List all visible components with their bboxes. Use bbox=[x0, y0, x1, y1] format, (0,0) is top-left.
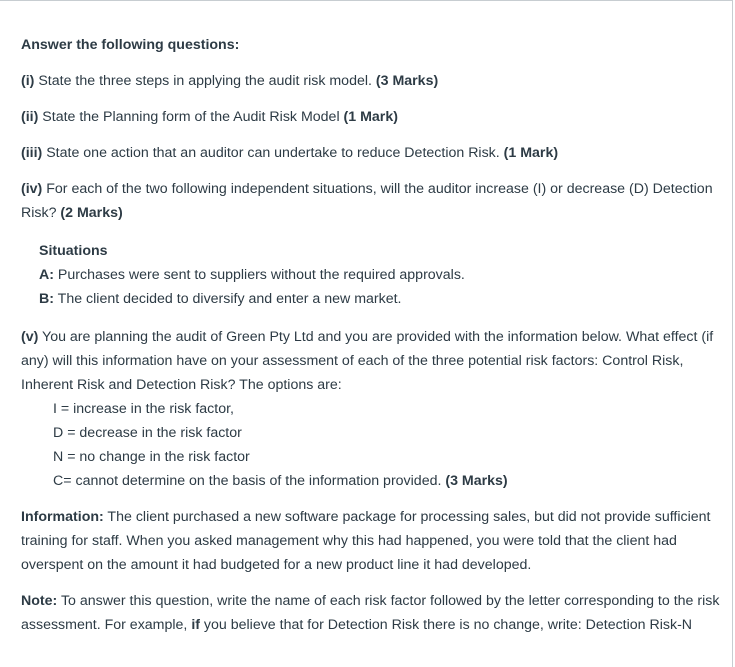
question-content bbox=[21, 33, 721, 637]
question-2: (ii) State the Planning form of the Audit Risk Model (1 Mark) bbox=[21, 109, 398, 125]
question-1: (i) State the three steps in applying the audit risk model. (3 Marks) bbox=[21, 73, 439, 89]
situations-block bbox=[39, 239, 721, 311]
situations-title: Situations bbox=[39, 243, 108, 259]
situation-a: A: Purchases were sent to suppliers without the required approvals. bbox=[39, 267, 465, 283]
question-3: (iii) State one action that an auditor can undertake to reduce Detection Risk. (1 Mark) bbox=[21, 145, 559, 161]
question-5: (v) You are planning the audit of Green Pty Ltd and you are provided with the information below. What effect (if any) will this information have on your assessment of each of the three potential risk factors: Control Risk, Inherent Risk and Detection Risk? The options are: bbox=[21, 329, 714, 393]
option-cannot-determine: C= cannot determine on the basis of the information provided. (3 Marks) bbox=[53, 473, 508, 489]
question-4: (iv) For each of the two following independent situations, will the auditor increase (I) or decrease (D) Detection Risk? (2 Marks) bbox=[21, 181, 713, 221]
risk-options-list bbox=[53, 397, 721, 493]
information-paragraph: Information: The client purchased a new software package for processing sales, but did not provide sufficient training for staff. When you asked management why this had happened, you were told that the client had overspent on the amount it had budgeted for a new product line it had developed. bbox=[21, 509, 711, 573]
option-increase: I = increase in the risk factor, bbox=[53, 401, 234, 417]
situation-b: B: The client decided to diversify and enter a new market. bbox=[39, 291, 402, 307]
option-decrease: D = decrease in the risk factor bbox=[53, 425, 242, 441]
note-paragraph: Note: To answer this question, write the name of each risk factor followed by the letter corresponding to the risk assessment. For example, if you believe that for Detection Risk there is no change, write: Detection Risk-N bbox=[21, 593, 720, 633]
page-heading: Answer the following questions: bbox=[21, 37, 240, 53]
option-no-change: N = no change in the risk factor bbox=[53, 449, 250, 465]
